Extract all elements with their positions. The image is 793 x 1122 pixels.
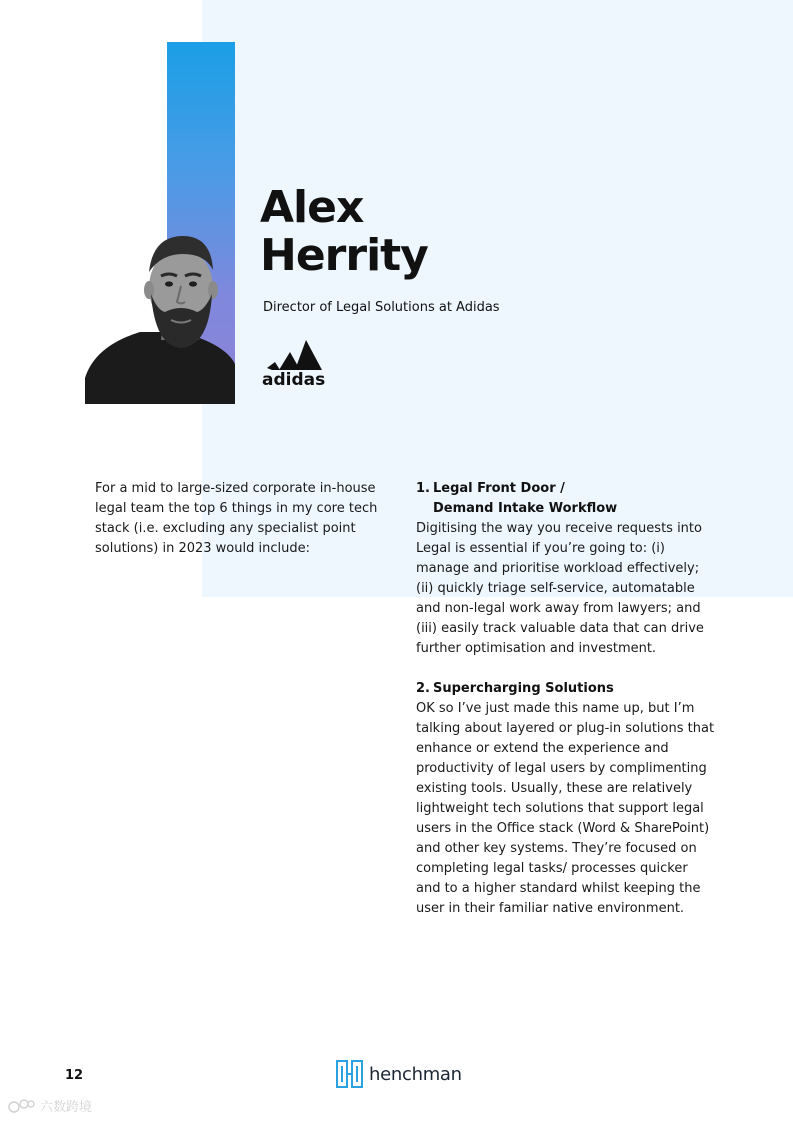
section-body: OK so I’ve just made this name up, but I’m talking about layered or plug-in solutions that enhance or extend the experience and productivity of legal users by complimenting existing tools. Usually, these are relatively lightweight tech solutions that support legal users in the Office stack (Word & SharePoint) and other key systems. They’re focused on completing legal tasks/ processes quicker and to a higher standard whilst keeping the user in their familiar native environment. — [416, 701, 715, 916]
person-last-name: Herrity — [260, 230, 428, 281]
watermark — [8, 1096, 92, 1115]
person-first-name: Alex — [260, 182, 364, 233]
section-heading — [416, 479, 716, 519]
watermark-text: 六数跨境 — [40, 1100, 93, 1115]
adidas-logo-text: adidas — [262, 370, 326, 388]
profile-portrait — [85, 228, 235, 404]
job-title: Director of Legal Solutions at Adidas — [263, 300, 500, 315]
watermark-icon — [8, 1098, 36, 1114]
section-body: Digitising the way you receive requests into Legal is essential if you’re going to: (i) manage and prioritise workload effectively; (ii) quickly triage self-service, automatable and non-legal work away from lawyers; and (iii) easily track valuable data that can drive further optimisation and investment. — [416, 521, 704, 656]
page-number: 12 — [65, 1068, 84, 1083]
section-subtitle: Demand Intake Workflow — [433, 501, 618, 516]
footer-brand-name: henchman — [369, 1063, 462, 1085]
section-supercharging-solutions — [416, 679, 716, 919]
section-title: Legal Front Door / — [433, 481, 565, 496]
intro-paragraph: For a mid to large-sized corporate in-house legal team the top 6 things in my core tech stack (i.e. excluding any specialist point solutions) in 2023 would include: — [95, 481, 378, 556]
adidas-logo — [261, 340, 333, 388]
footer-brand — [336, 1059, 462, 1089]
section-number: 2. — [416, 681, 430, 696]
section-legal-front-door — [416, 479, 716, 659]
henchman-logo-icon — [336, 1060, 363, 1088]
person-name — [260, 184, 428, 280]
section-number: 1. — [416, 481, 430, 496]
section-heading — [416, 679, 716, 699]
section-title: Supercharging Solutions — [433, 681, 614, 696]
